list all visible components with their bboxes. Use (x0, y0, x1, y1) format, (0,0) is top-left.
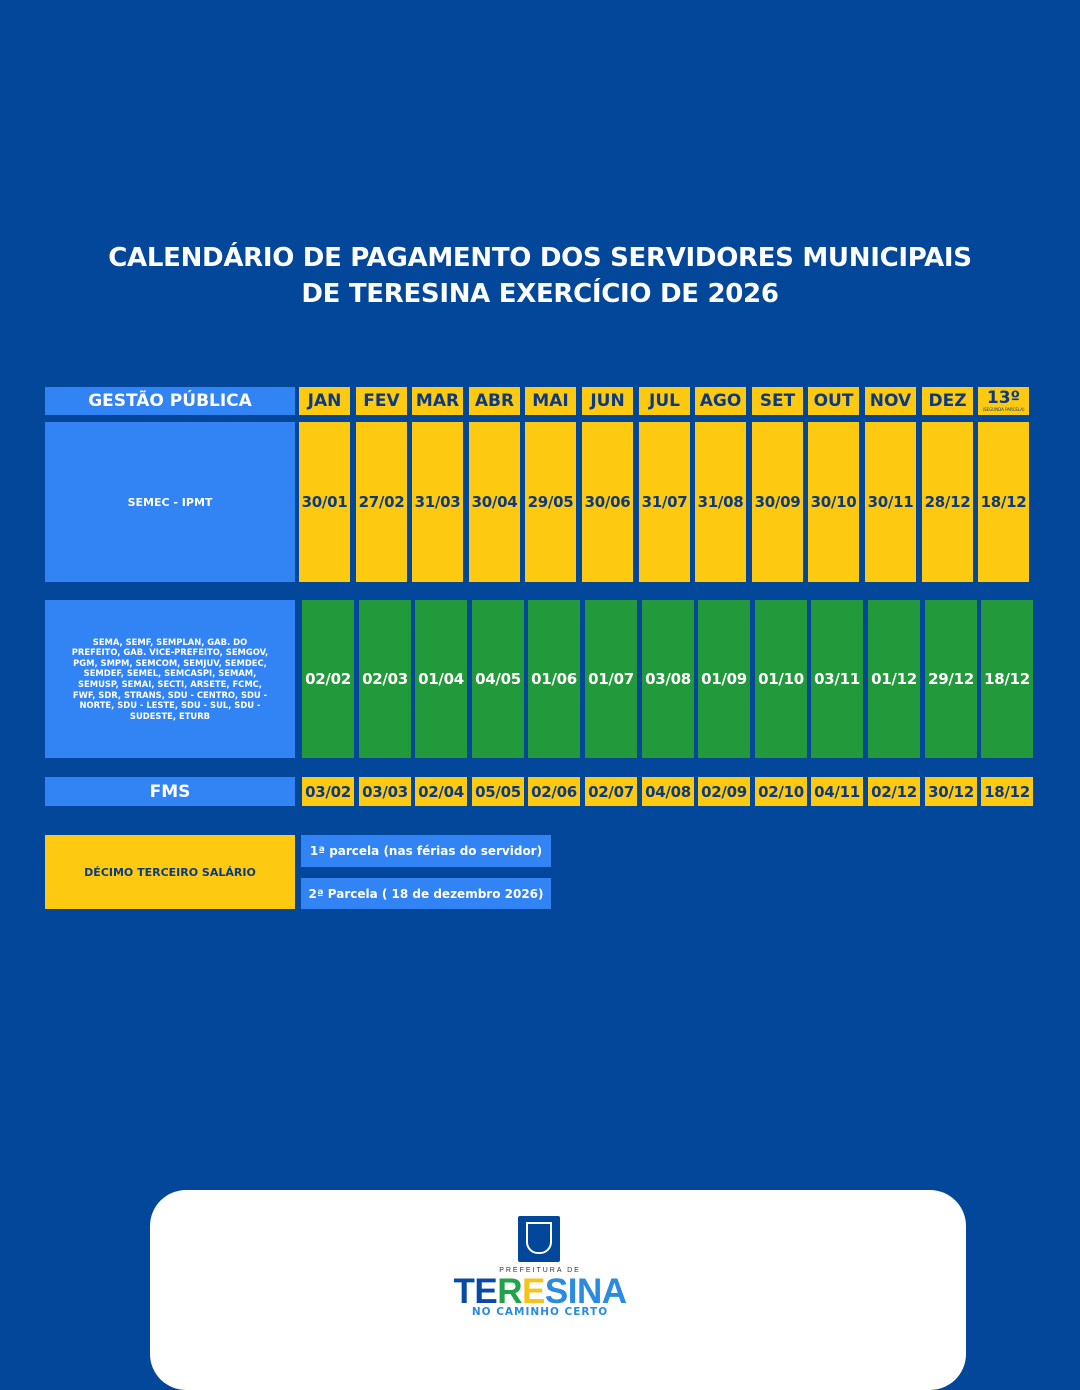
title-line-1: CALENDÁRIO DE PAGAMENTO DOS SERVIDORES MUNICIPAIS (108, 243, 972, 273)
date-cell: 02/07 (585, 777, 637, 806)
date-cell: 03/08 (642, 600, 694, 758)
header-gestao-publica: GESTÃO PÚBLICA (45, 387, 295, 415)
month-header-fev: FEV (356, 387, 407, 415)
date-cell: 01/12 (868, 600, 920, 758)
date-cell: 18/12 (978, 422, 1029, 582)
date-cell: 29/12 (925, 600, 977, 758)
month-header-mar: MAR (412, 387, 463, 415)
date-cell: 03/02 (302, 777, 354, 806)
date-cell: 30/11 (865, 422, 916, 582)
row-label-0: SEMEC - IPMT (45, 422, 295, 582)
date-cell: 01/09 (698, 600, 750, 758)
date-cell: 04/08 (642, 777, 694, 806)
title-line-2: DE TERESINA EXERCÍCIO DE 2026 (301, 279, 779, 309)
date-cell: 18/12 (981, 777, 1033, 806)
date-cell: 05/05 (472, 777, 524, 806)
row-label-1: SEMA, SEMF, SEMPLAN, GAB. DO PREFEITO, GAB. VICE-PREFEITO, SEMGOV, PGM, SMPM, SEMCOM, SEMJUV, SEMDEC, SEMDEF, SEMEL, SEMCASPI, SEMAM, SEMUSP, SEMAI, SECTI, ARSETE, FCMC, FWF, SDR, STRANS, SDU - CENTRO, SDU - NORTE, SDU - LESTE, SDU - SUL, SDU - SUDESTE, ETURB (45, 600, 295, 758)
date-cell: 31/07 (639, 422, 690, 582)
logo-letter: R (497, 1272, 522, 1311)
date-cell: 02/06 (528, 777, 580, 806)
logo-letter: S (544, 1272, 568, 1311)
date-cell: 01/10 (755, 600, 807, 758)
date-cell: 30/09 (752, 422, 803, 582)
date-cell: 02/09 (698, 777, 750, 806)
date-cell: 30/06 (582, 422, 633, 582)
logo-tagline: NO CAMINHO CERTO (471, 1306, 609, 1318)
date-cell: 29/05 (525, 422, 576, 582)
date-cell: 02/10 (755, 777, 807, 806)
decimo-terceiro-label: DÉCIMO TERCEIRO SALÁRIO (45, 835, 295, 909)
teresina-crest-icon (518, 1216, 560, 1262)
logo-prefeitura-text: PREFEITURA DE (499, 1267, 581, 1274)
date-cell: 27/02 (356, 422, 407, 582)
logo-letter: I (567, 1272, 577, 1311)
date-cell: 03/11 (811, 600, 863, 758)
date-cell: 28/12 (922, 422, 973, 582)
decimo-parcela-2: 2ª Parcela ( 18 de dezembro 2026) (301, 878, 551, 909)
month-header-set: SET (752, 387, 803, 415)
month-header-ago: AGO (695, 387, 746, 415)
date-cell: 01/06 (528, 600, 580, 758)
date-cell: 01/07 (585, 600, 637, 758)
thirteenth-label: 13º (986, 388, 1021, 408)
month-header-out: OUT (808, 387, 859, 415)
month-header-13 (978, 387, 1029, 415)
logo-letter: T (453, 1272, 475, 1311)
date-cell: 30/04 (469, 422, 520, 582)
date-cell: 30/12 (925, 777, 977, 806)
date-cell: 30/10 (808, 422, 859, 582)
date-cell: 03/03 (359, 777, 411, 806)
date-cell: 02/04 (415, 777, 467, 806)
date-cell: 31/08 (695, 422, 746, 582)
month-header-nov: NOV (865, 387, 916, 415)
logo-letter: E (474, 1272, 498, 1311)
date-cell: 02/03 (359, 600, 411, 758)
date-cell: 18/12 (981, 600, 1033, 758)
date-cell: 02/12 (868, 777, 920, 806)
date-cell: 04/11 (811, 777, 863, 806)
logo-letter: E (522, 1272, 545, 1311)
logo-letter: N (576, 1272, 602, 1311)
month-header-jan: JAN (299, 387, 350, 415)
date-cell: 04/05 (472, 600, 524, 758)
date-cell: 30/01 (299, 422, 350, 582)
month-header-jul: JUL (639, 387, 690, 415)
date-cell: 02/02 (302, 600, 354, 758)
logo-letter: A (601, 1272, 627, 1311)
thirteenth-sublabel: (SEGUNDA PARCELA) (982, 407, 1025, 412)
page-title (0, 240, 1080, 312)
date-cell: 01/04 (415, 600, 467, 758)
month-header-abr: ABR (469, 387, 520, 415)
row-label-2: FMS (45, 777, 295, 806)
date-cell: 31/03 (412, 422, 463, 582)
month-header-dez: DEZ (922, 387, 973, 415)
month-header-jun: JUN (582, 387, 633, 415)
decimo-parcela-1: 1ª parcela (nas férias do servidor) (301, 835, 551, 867)
month-header-mai: MAI (525, 387, 576, 415)
